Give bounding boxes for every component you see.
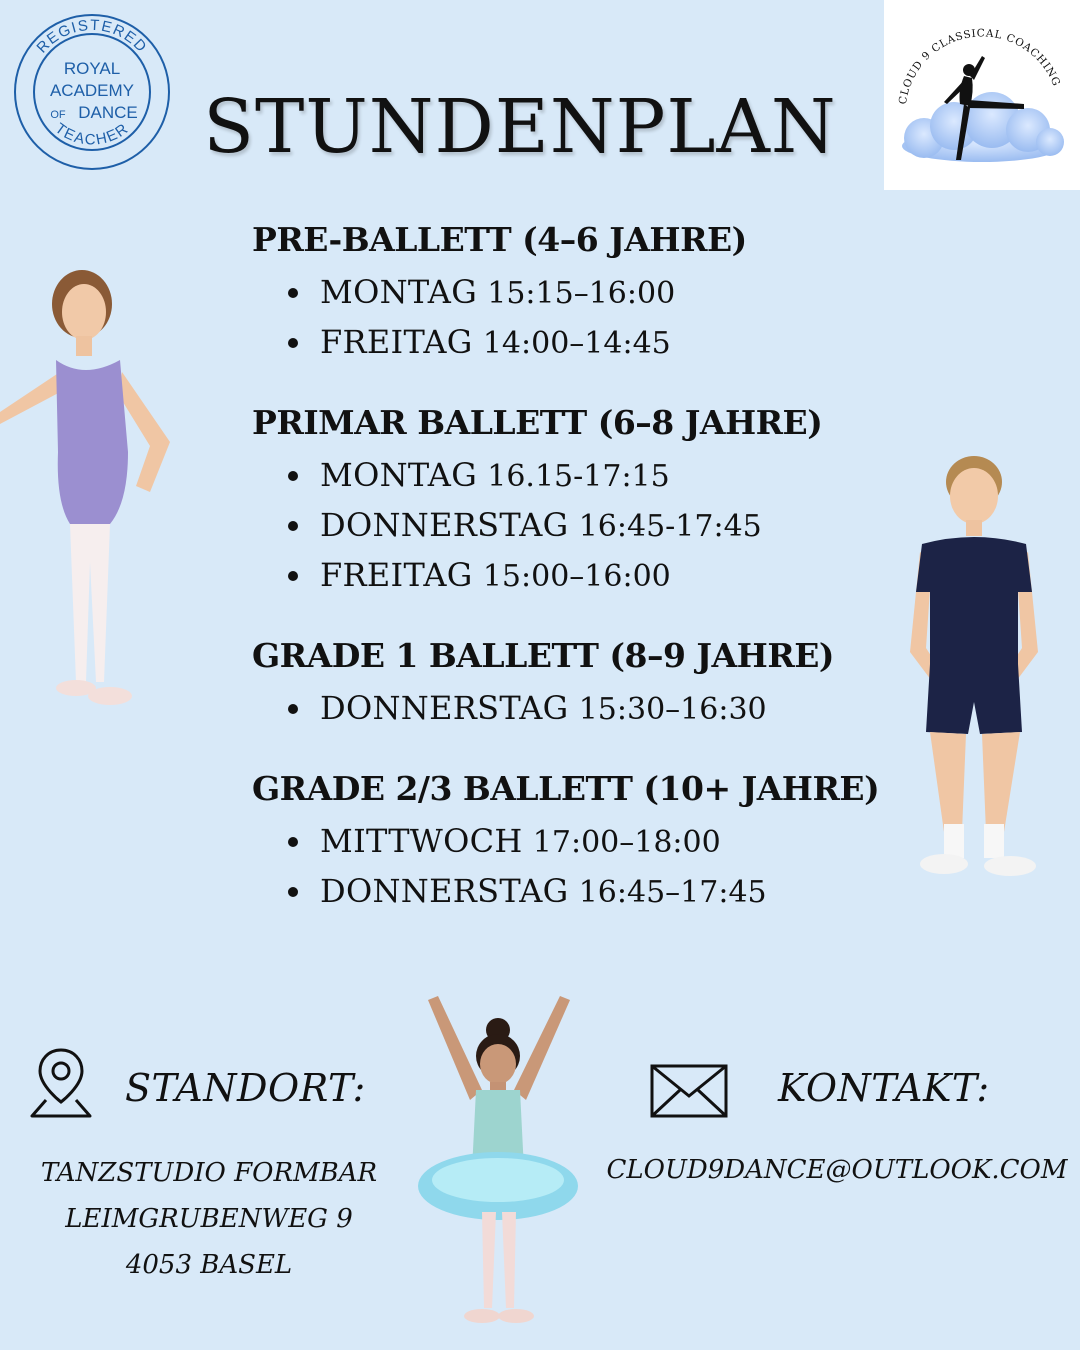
envelope-icon	[650, 1064, 728, 1118]
time-slot	[288, 550, 872, 600]
class-group-primar-ballett	[252, 403, 872, 600]
dancer-photo-boy-navy	[900, 452, 1050, 892]
time-slot	[288, 816, 872, 866]
slot-day: FREITAG	[320, 556, 473, 594]
slot-time: 15:00–16:00	[482, 559, 671, 594]
slot-day: DONNERSTAG	[320, 689, 569, 727]
slot-day: MITTWOCH	[320, 822, 523, 860]
slot-day: DONNERSTAG	[320, 506, 569, 544]
address-line: TANZSTUDIO FORMBAR	[40, 1158, 378, 1188]
badge-line-dance: DANCE	[78, 103, 138, 122]
slot-time: 16:45-17:45	[578, 509, 762, 544]
schedule	[252, 220, 880, 952]
class-title: GRADE 2/3 BALLETT (10+ JAHRE)	[252, 769, 880, 808]
slot-time: 16.15-17:15	[487, 459, 670, 494]
slot-day: MONTAG	[320, 456, 478, 494]
slot-time: 14:00–14:45	[482, 326, 671, 361]
address-line: LEIMGRUBENWEG 9	[65, 1204, 353, 1234]
rad-registered-teacher-badge	[12, 12, 172, 172]
badge-ring-top: REGISTERED	[33, 16, 151, 57]
class-title: GRADE 1 BALLETT (8–9 JAHRE)	[252, 636, 835, 675]
time-slot	[288, 450, 872, 500]
class-title: PRIMAR BALLETT (6–8 JAHRE)	[252, 403, 823, 442]
address-block	[14, 1150, 404, 1288]
slot-day: FREITAG	[320, 323, 473, 361]
time-slot	[288, 317, 872, 367]
badge-ring-bottom: TEACHER	[51, 119, 133, 149]
time-slot	[288, 500, 872, 550]
class-group-grade-2-3	[252, 769, 880, 916]
badge-line-academy: ACADEMY	[49, 81, 135, 100]
dancer-photo-girl-tutu	[410, 990, 585, 1340]
page-title: STUNDENPLAN	[203, 84, 837, 170]
logo-arc-text: CLOUD 9 CLASSICAL COACHING	[896, 27, 1063, 106]
badge-line-royal: ROYAL	[63, 59, 121, 78]
slot-time: 15:30–16:30	[578, 692, 767, 727]
dancer-photo-girl-lilac	[0, 262, 190, 722]
slot-time: 17:00–18:00	[532, 825, 721, 860]
time-slot	[288, 683, 872, 733]
slot-day: DONNERSTAG	[320, 872, 569, 910]
badge-line-of: OF	[50, 109, 66, 121]
location-label: STANDORT:	[125, 1066, 366, 1110]
map-pin-icon	[28, 1044, 94, 1120]
time-slot	[288, 866, 872, 916]
contact-email[interactable]: CLOUD9DANCE@OUTLOOK.COM	[606, 1155, 1068, 1185]
slot-day: MONTAG	[320, 273, 478, 311]
time-slot	[288, 267, 872, 317]
slot-time: 15:15–16:00	[487, 276, 676, 311]
contact-label: KONTAKT:	[778, 1066, 990, 1110]
address-line: 4053 BASEL	[125, 1250, 293, 1280]
cloud9-logo	[884, 0, 1080, 190]
class-group-pre-ballett	[252, 220, 872, 367]
class-group-grade-1	[252, 636, 872, 733]
class-title: PRE-BALLETT (4–6 JAHRE)	[252, 220, 747, 259]
slot-time: 16:45–17:45	[578, 875, 767, 910]
